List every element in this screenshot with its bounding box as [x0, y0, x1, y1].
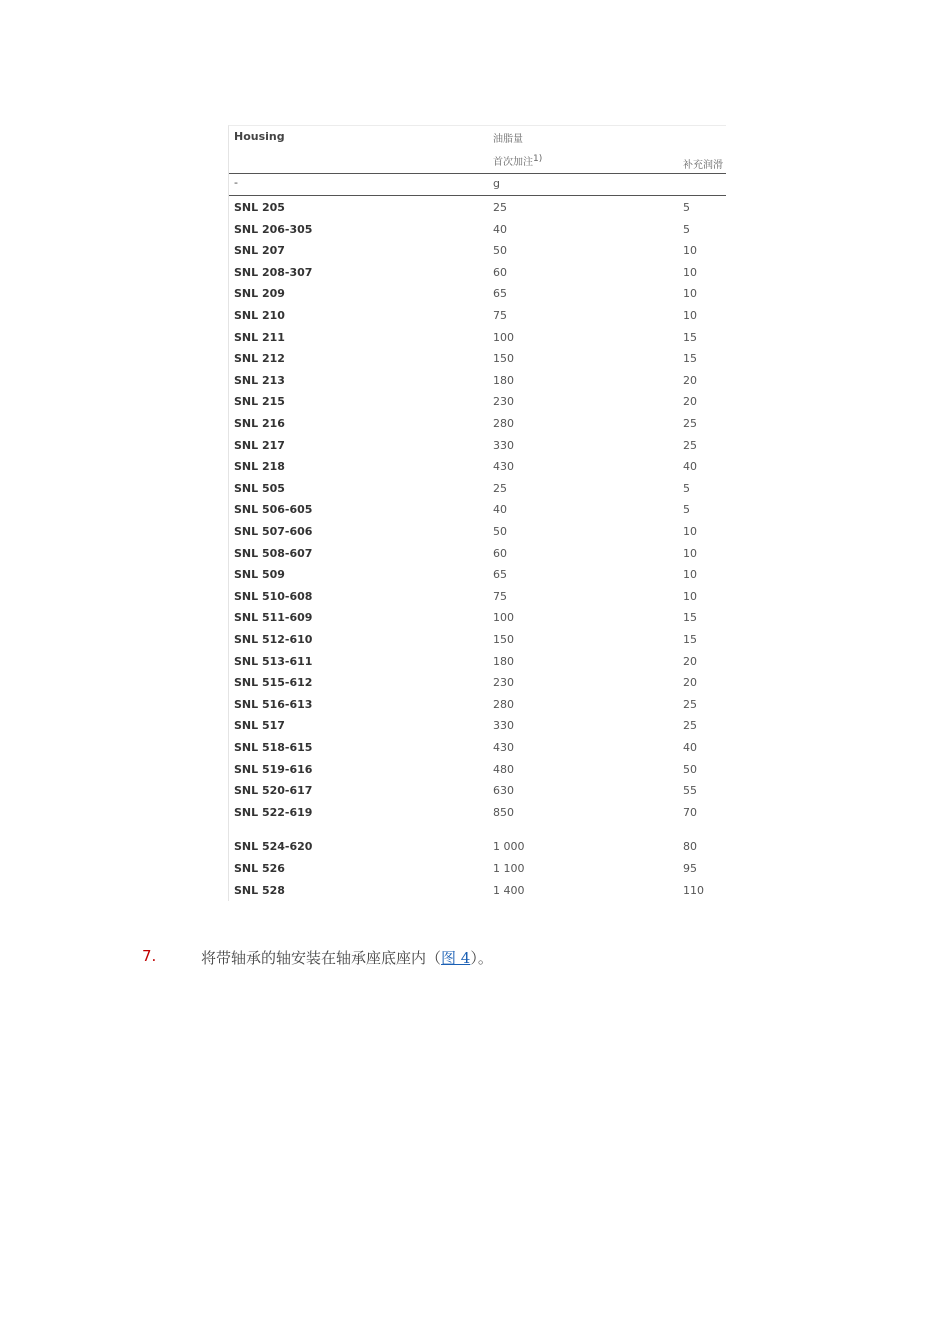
- initial-fill-cell: 230: [493, 676, 514, 690]
- grease-quantity-table: [228, 125, 726, 901]
- initial-fill-cell: 60: [493, 546, 507, 560]
- initial-fill-cell: 100: [493, 611, 514, 625]
- housing-cell: SNL 519-616: [234, 762, 313, 776]
- table-row: [229, 391, 726, 412]
- table-row: [229, 737, 726, 758]
- housing-cell: SNL 506-605: [234, 503, 313, 517]
- table-row: [229, 836, 726, 857]
- table-row: [229, 715, 726, 736]
- step-instruction: [201, 947, 493, 968]
- table-row: [229, 413, 726, 434]
- housing-cell: SNL 516-613: [234, 697, 313, 711]
- table-row: [229, 219, 726, 240]
- relubrication-cell: 80: [683, 840, 697, 854]
- housing-cell: SNL 508-607: [234, 546, 313, 560]
- table-row: [229, 759, 726, 780]
- table-row: [229, 327, 726, 348]
- table-row: [229, 564, 726, 585]
- housing-cell: SNL 515-612: [234, 676, 313, 690]
- housing-cell: SNL 507-606: [234, 525, 313, 538]
- table-row: [229, 283, 726, 304]
- relubrication-cell: 25: [683, 697, 697, 711]
- relubrication-cell: 10: [683, 525, 697, 538]
- table-row: [229, 456, 726, 477]
- initial-fill-label: 首次加注: [493, 157, 533, 168]
- relubrication-cell: 10: [683, 244, 697, 258]
- housing-unit: -: [234, 176, 238, 189]
- initial-fill-cell: 50: [493, 244, 507, 258]
- relubrication-cell: 10: [683, 589, 697, 603]
- relubrication-cell: 110: [683, 883, 704, 897]
- initial-fill-cell: 65: [493, 287, 507, 301]
- housing-cell: SNL 518-615: [234, 741, 313, 754]
- grease-quantity-header: 油脂量: [493, 134, 523, 145]
- housing-cell: SNL 210: [234, 309, 285, 322]
- relubrication-cell: 15: [683, 352, 697, 366]
- housing-cell: SNL 511-609: [234, 611, 313, 625]
- initial-fill-cell: 180: [493, 373, 514, 387]
- relubrication-cell: 25: [683, 438, 697, 452]
- table-row: [229, 586, 726, 607]
- relubrication-cell: 20: [683, 654, 697, 668]
- table-row: [229, 499, 726, 520]
- table-row: [229, 305, 726, 326]
- housing-column-header: Housing: [234, 130, 285, 143]
- housing-cell: SNL 505: [234, 481, 285, 495]
- table-row: [229, 435, 726, 456]
- housing-cell: SNL 216: [234, 417, 285, 430]
- relubrication-cell: 70: [683, 805, 697, 819]
- initial-fill-cell: 100: [493, 330, 514, 344]
- relubrication-cell: 40: [683, 460, 697, 474]
- initial-fill-cell: 630: [493, 784, 514, 798]
- initial-fill-cell: 65: [493, 568, 507, 582]
- table-row: [229, 694, 726, 715]
- housing-cell: SNL 213: [234, 373, 285, 387]
- table-row: [229, 880, 726, 901]
- initial-fill-header: [493, 153, 542, 168]
- table-row: [229, 521, 726, 542]
- housing-cell: SNL 524-620: [234, 840, 313, 854]
- initial-fill-cell: 330: [493, 719, 514, 733]
- initial-fill-cell: 150: [493, 352, 514, 366]
- initial-fill-cell: 75: [493, 309, 507, 322]
- housing-cell: SNL 205: [234, 201, 285, 214]
- grease-unit: g: [493, 177, 500, 190]
- housing-cell: SNL 207: [234, 244, 285, 258]
- initial-fill-cell: 50: [493, 525, 507, 538]
- initial-fill-footnote-ref: 1): [533, 154, 543, 164]
- housing-cell: SNL 528: [234, 883, 285, 897]
- housing-cell: SNL 215: [234, 395, 285, 409]
- housing-cell: SNL 517: [234, 719, 285, 733]
- figure-4-link[interactable]: 图 4: [441, 949, 471, 967]
- table-row: [229, 858, 726, 879]
- table-row: [229, 348, 726, 369]
- initial-fill-cell: 430: [493, 741, 514, 754]
- housing-cell: SNL 217: [234, 438, 285, 452]
- relubrication-cell: 25: [683, 719, 697, 733]
- initial-fill-cell: 180: [493, 654, 514, 668]
- initial-fill-cell: 25: [493, 201, 507, 214]
- step-number: 7.: [142, 947, 157, 965]
- table-row: [229, 672, 726, 693]
- relubrication-cell: 15: [683, 330, 697, 344]
- housing-cell: SNL 520-617: [234, 784, 313, 798]
- table-row: [229, 240, 726, 261]
- housing-cell: SNL 509: [234, 568, 285, 582]
- table-row: [229, 607, 726, 628]
- relubrication-header: 补充润滑: [683, 160, 723, 171]
- initial-fill-cell: 230: [493, 395, 514, 409]
- relubrication-cell: 15: [683, 633, 697, 646]
- initial-fill-cell: 40: [493, 503, 507, 517]
- housing-cell: SNL 510-608: [234, 589, 313, 603]
- relubrication-cell: 20: [683, 395, 697, 409]
- initial-fill-cell: 150: [493, 633, 514, 646]
- housing-cell: SNL 526: [234, 862, 285, 875]
- housing-cell: SNL 211: [234, 330, 285, 344]
- initial-fill-cell: 75: [493, 589, 507, 603]
- housing-cell: SNL 208-307: [234, 265, 313, 279]
- initial-fill-cell: 280: [493, 697, 514, 711]
- relubrication-cell: 10: [683, 568, 697, 582]
- table-row: [229, 543, 726, 564]
- table-row: [229, 370, 726, 391]
- table-row: [229, 802, 726, 823]
- relubrication-cell: 5: [683, 222, 690, 236]
- initial-fill-cell: 850: [493, 805, 514, 819]
- initial-fill-cell: 430: [493, 460, 514, 474]
- initial-fill-cell: 1 000: [493, 840, 525, 854]
- relubrication-cell: 20: [683, 676, 697, 690]
- step-text-before: 将带轴承的轴安装在轴承座底座内（: [201, 949, 442, 967]
- relubrication-cell: 10: [683, 546, 697, 560]
- table-row: [229, 651, 726, 672]
- relubrication-cell: 55: [683, 784, 697, 798]
- initial-fill-cell: 480: [493, 762, 514, 776]
- initial-fill-cell: 25: [493, 481, 507, 495]
- initial-fill-cell: 280: [493, 417, 514, 430]
- header-rule: [229, 173, 726, 174]
- housing-cell: SNL 522-619: [234, 805, 313, 819]
- relubrication-cell: 10: [683, 287, 697, 301]
- table-row: [229, 780, 726, 801]
- relubrication-cell: 15: [683, 611, 697, 625]
- relubrication-cell: 25: [683, 417, 697, 430]
- initial-fill-cell: 1 400: [493, 883, 525, 897]
- housing-cell: SNL 218: [234, 460, 285, 474]
- step-text-after: ）。: [470, 949, 493, 967]
- housing-cell: SNL 209: [234, 287, 285, 301]
- initial-fill-cell: 40: [493, 222, 507, 236]
- housing-cell: SNL 513-611: [234, 654, 313, 668]
- table-row: [229, 262, 726, 283]
- unit-rule: [229, 195, 726, 196]
- housing-cell: SNL 512-610: [234, 633, 313, 646]
- initial-fill-cell: 60: [493, 265, 507, 279]
- relubrication-cell: 5: [683, 481, 690, 495]
- relubrication-cell: 40: [683, 741, 697, 754]
- relubrication-cell: 10: [683, 309, 697, 322]
- table-row: [229, 629, 726, 650]
- housing-cell: SNL 206-305: [234, 222, 313, 236]
- initial-fill-cell: 330: [493, 438, 514, 452]
- relubrication-cell: 10: [683, 265, 697, 279]
- initial-fill-cell: 1 100: [493, 862, 525, 875]
- relubrication-cell: 5: [683, 503, 690, 517]
- housing-cell: SNL 212: [234, 352, 285, 366]
- relubrication-cell: 95: [683, 862, 697, 875]
- relubrication-cell: 50: [683, 762, 697, 776]
- relubrication-cell: 5: [683, 201, 690, 214]
- table-row: [229, 197, 726, 218]
- relubrication-cell: 20: [683, 373, 697, 387]
- table-row: [229, 478, 726, 499]
